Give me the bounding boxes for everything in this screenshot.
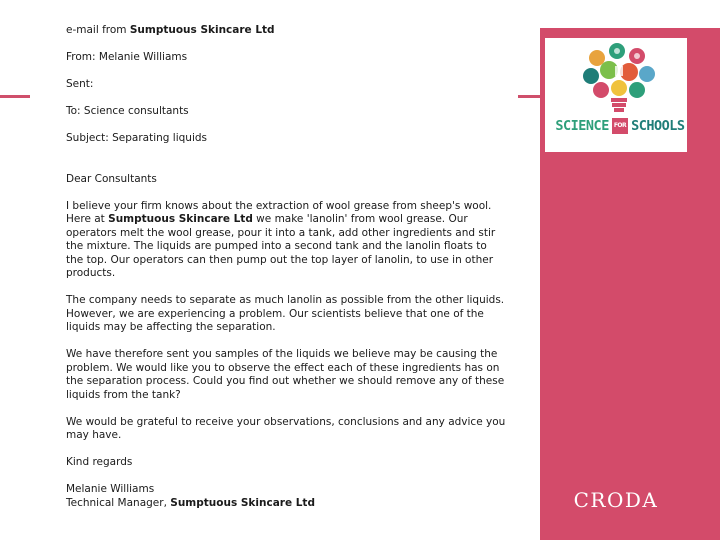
email-letter xyxy=(66,24,506,510)
to-line: To: Science consultants xyxy=(66,105,189,117)
logo-for-badge: FOR xyxy=(612,118,628,134)
closing: Kind regards xyxy=(66,456,133,468)
croda-logo: CRODA xyxy=(573,488,659,512)
paragraph-1-part2: we make 'lanolin' from wool grease. Our operators melt the wool grease, pour it into a tank, add other ingredients and stir the mixture. The liquids are pumped into a second tank and the lanolin floats to the top. Our operators can then pump out the top layer of lanolin, to use in other products. xyxy=(66,213,496,279)
logo-wordmark xyxy=(551,116,689,136)
email-header-company: Sumptuous Skincare Ltd xyxy=(129,24,275,36)
signature-company: Sumptuous Skincare Ltd xyxy=(170,496,315,509)
paragraph-1 xyxy=(66,200,506,281)
logo-science-text: SCIENCE xyxy=(555,118,609,134)
science-for-schools-logo xyxy=(542,35,690,155)
email-header xyxy=(66,24,506,38)
paragraph-1-part1: I believe your firm knows about the extraction of wool grease from sheep's wool. Here at xyxy=(66,199,492,225)
signature-role: Technical Manager, xyxy=(66,496,171,509)
signature-name: Melanie Williams xyxy=(66,483,155,495)
email-header-prefix: e-mail from xyxy=(66,24,130,36)
paragraph-4: We would be grateful to receive your observations, conclusions and any advice you may have. xyxy=(66,415,506,441)
greeting: Dear Consultants xyxy=(66,172,157,185)
subject-line: Subject: Separating liquids xyxy=(66,132,208,144)
decorative-line-left xyxy=(0,95,30,98)
logo-schools-text: SCHOOLS xyxy=(631,118,685,134)
sent-line: Sent: xyxy=(66,78,94,90)
lightbulb-icon xyxy=(579,42,659,116)
paragraph-1-company: Sumptuous Skincare Ltd xyxy=(108,213,253,225)
paragraph-2: The company needs to separate as much lanolin as possible from the other liquids. However, we are experiencing a problem. Our scientists believe that one of the liquids may be affecting the separation. xyxy=(66,294,505,333)
from-line: From: Melanie Williams xyxy=(66,51,188,63)
signature-title xyxy=(66,497,506,511)
paragraph-3: We have therefore sent you samples of the liquids we believe may be causing the problem. We would like you to observe the effect each of these ingredients has on the separation process. Could you find out whether we should remove any of these liquids from the tank? xyxy=(66,348,505,401)
